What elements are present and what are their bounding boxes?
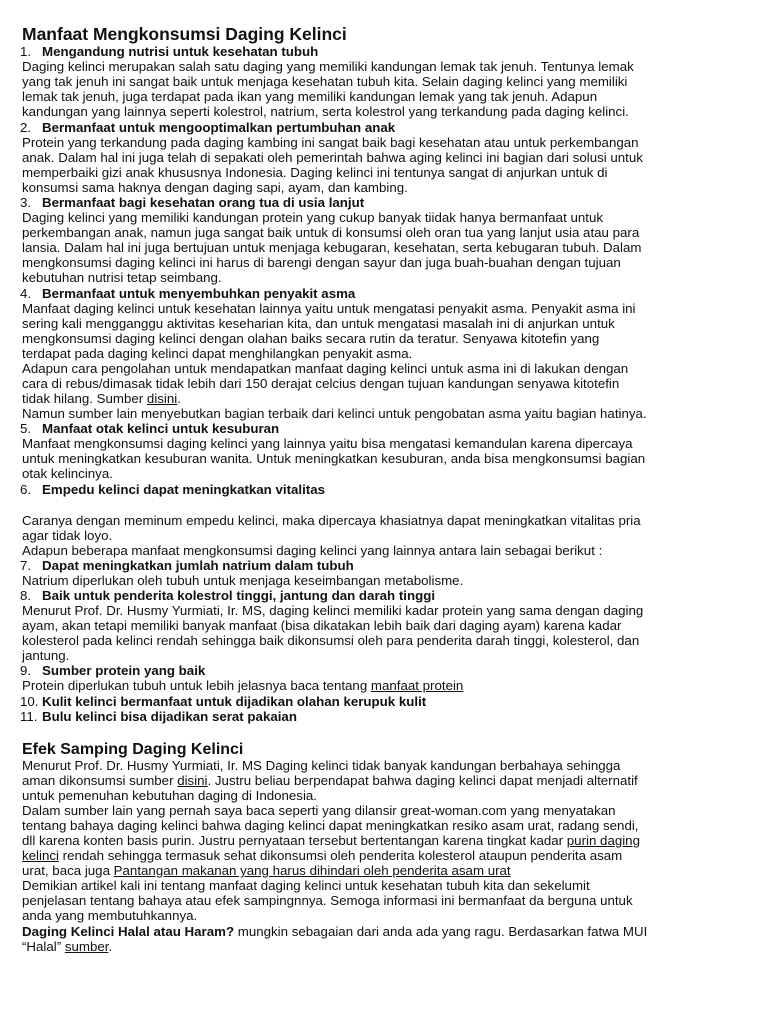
body-text: dll karena konten basis purin. Justru pernyataan tersebut bertentangan karena tingkat kadar <box>22 833 567 848</box>
body-line <box>22 863 511 878</box>
item-heading: Dapat meningkatkan jumlah natrium dalam tubuh <box>42 558 354 573</box>
item-heading: Bermanfaat bagi kesehatan orang tua di usia lanjut <box>42 195 365 210</box>
body-line: kolesterol pada kelinci rendah sehingga baik dikonsumsi oleh para penderita darah tinggi, kolesterol, dan <box>22 633 640 648</box>
body-line: terdapat pada daging kelinci dapat menghilangkan penyakit asma. <box>22 346 413 361</box>
body-line: Adapun cara pengolahan untuk mendapatkan manfaat daging kelinci untuk asma ini di lakukan dengan <box>22 361 629 376</box>
body-line: tentang bahaya daging kelinci bahwa daging kelinci dapat meningkatkan resiko asam urat, radang sendi, <box>22 818 639 833</box>
body-line: Natrium diperlukan oleh tubuh untuk menjaga keseimbangan metabolisme. <box>22 573 464 588</box>
item-heading: Bermanfaat untuk mengooptimalkan pertumbuhan anak <box>42 120 396 135</box>
pantangan-link[interactable]: Pantangan makanan yang harus dihindari oleh penderita asam urat <box>113 863 511 878</box>
item-number: 7. <box>20 558 32 573</box>
body-line: lemak tak jenuh, juga terdapat pada ikan yang memiliki kandungan lemak yang tak jenuh. Adapun <box>22 89 598 104</box>
body-line: Daging kelinci merupakan salah satu daging yang memiliki kandungan lemak tak jenuh. Tentunya lemak <box>22 59 634 74</box>
source-link[interactable]: disini <box>146 391 178 406</box>
item-number: 9. <box>20 663 32 678</box>
body-text: Protein diperlukan tubuh untuk lebih jelasnya baca tentang <box>22 678 371 693</box>
source-link[interactable]: disini <box>177 773 208 788</box>
item-number: 11. <box>20 709 38 724</box>
halal-question: Daging Kelinci Halal atau Haram? <box>22 924 235 939</box>
body-line <box>22 924 647 939</box>
body-line: yang tak jenuh ini sangat baik untuk menjaga kesehatan tubuh kita. Selain daging kelinci yang memiliki <box>22 74 628 89</box>
item-heading: Empedu kelinci dapat meningkatkan vitalitas <box>42 482 326 497</box>
body-line: kandungan yang lainnya seperti kolestrol, natrium, serta kolestrol yang terkandung pada daging kelinci. <box>22 104 629 119</box>
body-text: aman dikonsumsi sumber <box>22 773 178 788</box>
body-line <box>22 391 181 406</box>
body-line: lansia. Dalam hal ini juga bertujuan untuk menjaga kebugaran, kesehatan, serta kebugaran tubuh. Dalam <box>22 240 642 255</box>
body-line: anak. Dalam hal ini juga telah di sepakati oleh pemerintah bahwa aging kelinci ini bagian dari solusi untuk <box>22 150 643 165</box>
item-number: 2. <box>20 120 32 135</box>
body-line: sering kali mengganggu aktivitas keseharian kita, dan untuk mengatasi masalah ini di anjurkan untuk <box>22 316 615 331</box>
page-title: Manfaat Mengkonsumsi Daging Kelinci <box>22 24 347 44</box>
body-line: otak kelincinya. <box>22 466 113 481</box>
body-line <box>22 833 640 848</box>
body-line: cara di rebus/dimasak tidak lebih dari 150 derajat celcius dengan tujuan kandungan senyawa kitotefin <box>22 376 620 391</box>
body-text: . <box>177 391 181 406</box>
item-heading: Manfaat otak kelinci untuk kesuburan <box>42 421 280 436</box>
item-heading: Kulit kelinci bermanfaat untuk dijadikan olahan kerupuk kulit <box>42 694 427 709</box>
body-line: Namun sumber lain menyebutkan bagian terbaik dari kelinci untuk pengobatan asma yaitu bagian hatinya. <box>22 406 647 421</box>
item-heading: Baik untuk penderita kolestrol tinggi, jantung dan darah tinggi <box>42 588 436 603</box>
purin-link[interactable]: kelinci <box>22 848 59 863</box>
purin-link[interactable]: purin daging <box>566 833 640 848</box>
item-heading: Bermanfaat untuk menyembuhkan penyakit asma <box>42 286 356 301</box>
body-line: mengkonsumsi daging kelinci ini harus di barengi dengan sayur dan juga buah-buahan dengan tujuan <box>22 255 621 270</box>
body-line: konsumsi sama haknya dengan daging sapi, ayam, dan kambing. <box>22 180 408 195</box>
item-number: 1. <box>20 44 32 59</box>
body-line: Daging kelinci yang memiliki kandungan protein yang cukup banyak tiidak hanya bermanfaat untuk <box>22 210 603 225</box>
body-line: Demikian artikel kali ini tentang manfaat daging kelinci untuk kesehatan tubuh kita dan sekelumit <box>22 878 590 893</box>
item-number: 6. <box>20 482 32 497</box>
item-number: 3. <box>20 195 32 210</box>
body-line: untuk meningkatkan kesuburan wanita. Untuk meningkatkan kesuburan, anda bisa mengkonsumsi bagian <box>22 451 646 466</box>
body-line: Menurut Prof. Dr. Husmy Yurmiati, Ir. MS, daging kelinci memiliki kadar protein yang sama dengan daging <box>22 603 644 618</box>
body-line <box>22 773 638 788</box>
body-line: memperbaiki gizi anak khususnya Indonesia. Daging kelinci ini tentunya sangat di anjurkan untuk di <box>22 165 608 180</box>
section-title: Efek Samping Daging Kelinci <box>22 741 244 758</box>
body-line: untuk pemenuhan kebutuhan daging di Indonesia. <box>22 788 317 803</box>
item-heading: Mengandung nutrisi untuk kesehatan tubuh <box>42 44 319 59</box>
body-text: rendah sehingga termasuk sehat dikonsumsi oleh penderita kolesterol ataupun penderita asam <box>58 848 623 863</box>
body-line: kebutuhan nutrisi tetap seimbang. <box>22 270 222 285</box>
body-line: Caranya dengan meminum empedu kelinci, maka dipercaya khasiatnya dapat meningkatkan vitalitas pria <box>22 513 641 528</box>
body-line: Manfaat daging kelinci untuk kesehatan lainnya yaitu untuk mengatasi penyakit asma. Penyakit asma ini <box>22 301 636 316</box>
body-line: ayam, akan tetapi memiliki banyak manfaat (bisa dikatakan lebih baik dari daging ayam) karena kadar <box>22 618 622 633</box>
body-line: Dalam sumber lain yang pernah saya baca seperti yang dilansir great-woman.com yang menyatakan <box>22 803 616 818</box>
body-line: Protein yang terkandung pada daging kambing ini sangat baik bagi kesehatan atau untuk perkembangan <box>22 135 639 150</box>
body-line: penjelasan tentang bahaya atau efek sampingnnya. Semoga informasi ini bermanfaat da berguna untuk <box>22 893 633 908</box>
body-text: . Justru beliau berpendapat bahwa daging kelinci dapat menjadi alternatif <box>207 773 638 788</box>
item-number: 8. <box>20 588 32 603</box>
body-line: perkembangan anak, namun juga sangat baik untuk di konsumsi oleh oran tua yang lanjut usia atau para <box>22 225 640 240</box>
item-heading: Bulu kelinci bisa dijadikan serat pakaian <box>42 709 297 724</box>
item-number: 5. <box>20 421 32 436</box>
item-number: 10. <box>20 694 39 709</box>
body-line: Menurut Prof. Dr. Husmy Yurmiati, Ir. MS Daging kelinci tidak banyak kandungan berbahaya sehingga <box>22 758 621 773</box>
body-text: tidak hilang. Sumber <box>22 391 147 406</box>
body-text: . <box>108 939 113 954</box>
item-number: 4. <box>20 286 32 301</box>
source-link[interactable]: sumber <box>64 939 109 954</box>
body-line: agar tidak loyo. <box>22 528 113 543</box>
body-line: jantung. <box>22 648 70 663</box>
body-line: Manfaat mengkonsumsi daging kelinci yang lainnya yaitu bisa mengatasi kemandulan karena dipercaya <box>22 436 633 451</box>
body-line: anda yang membutuhkannya. <box>22 908 198 923</box>
body-text: “Halal” <box>22 939 65 954</box>
body-line <box>22 678 463 693</box>
item-heading: Sumber protein yang baik <box>42 663 206 678</box>
body-line: mengkonsumsi daging kelinci dengan olahan baiks secara rutin da teratur. Senyawa kitotefin yang <box>22 331 600 346</box>
body-line <box>22 848 622 863</box>
manfaat-protein-link[interactable]: manfaat protein <box>370 678 464 693</box>
body-text: urat, baca juga <box>22 863 114 878</box>
body-line: Adapun beberapa manfaat mengkonsumsi daging kelinci yang lainnya antara lain sebagai berikut : <box>22 543 603 558</box>
body-line <box>22 939 112 954</box>
body-text: mungkin sebagaian dari anda ada yang ragu. Berdasarkan fatwa MUI <box>234 924 648 939</box>
